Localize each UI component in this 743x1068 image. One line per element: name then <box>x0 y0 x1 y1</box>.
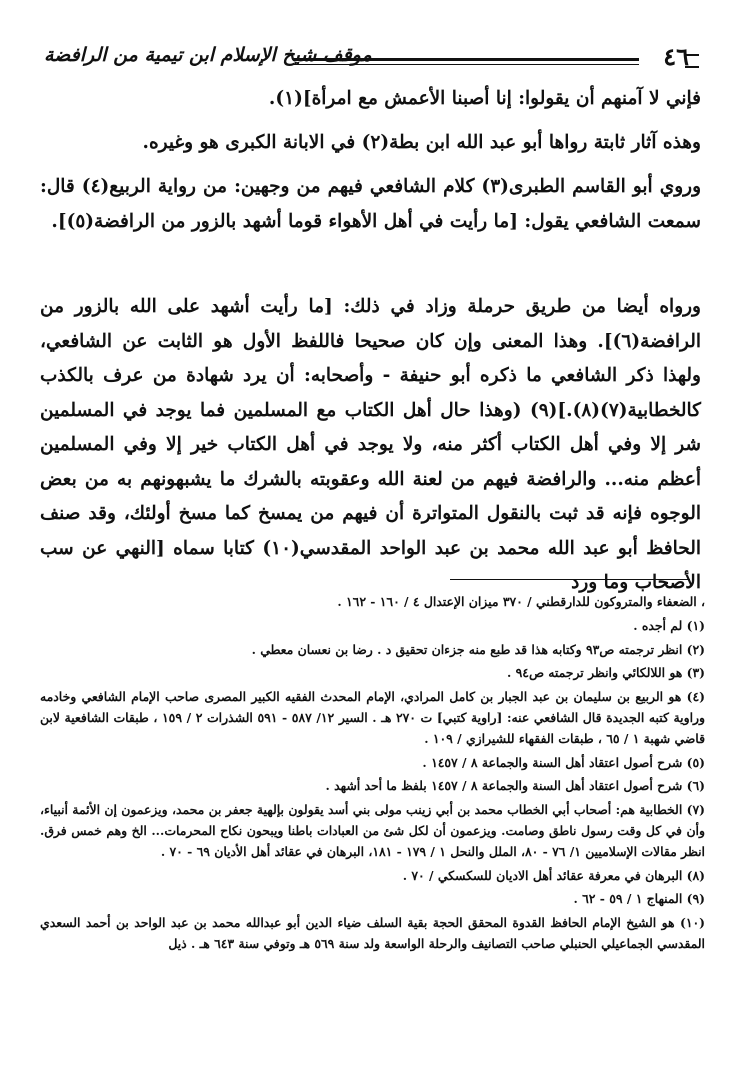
paragraph-4: ورواه أيضا من طريق حرملة وزاد في ذلك: [ما رأيت أشهد على الله بالزور من الرافضة(٦)]. وهذا المعنى وإن كان صحيحا فاللفظ الأول هو الثابت عن الشافعي، ولهذا ذكر الشافعي ما ذكره أبو حنيفة - وأصحابه: أن يرد شهادة من عرف بالكذب كالخطابية(٧)(٨).](٩) (وهذا حال أهل الكتاب مع المسلمين فما يوجد في المسلمين شر إلا وفي أهل الكتاب أكثر منه، ولا يوجد في أهل الكتاب خير إلا وفي المسلمين أعظم منه... والرافضة فيهم من لعنة الله وعقوبته بالشرك ما يشبهونهم به من بعض الوجوه فإنه قد ثبت بالنقول المتواترة أن فيهم من يمسخ كما مسخ أولئك، وقد صنف الحافظ أبو عبد الله محمد بن عبد الواحد المقدسي(١٠) كتابا سماه [النهي عن سب الأصحاب وما ورد <box>40 296 701 593</box>
footnote-1: (١) لم أجده . <box>633 617 705 633</box>
footnote-9: (٩) المنهاج ١ / ٥٩ - ٦٢ . <box>573 891 705 907</box>
footnote-3: (٣) هو اللالكائي وانظر ترجمته ص٩٤ . <box>507 665 705 681</box>
footnote-5: (٥) شرح أصول اعتقاد أهل السنة والجماعة ٨ / ١٤٥٧ . <box>422 754 705 770</box>
footnote-6: (٦) شرح أصول اعتقاد أهل السنة والجماعة ٨ / ١٤٥٧ بلفظ ما أحد أشهد . <box>325 778 705 794</box>
footnote-10: (١٠) هو الشيخ الإمام الحافظ القدوة المحقق الحجة بقية السلف ضياء الدين أبو عبدالله محمد بن عبد الواحد بن أحمد السعدي المقدسي الجماعيلي الحنبلي صاحب التصانيف والرحلة الواسعة ولد سنة ٥٦٩ هـ وتوفي سنة ٦٤٣ هـ . ذيل <box>40 915 705 951</box>
footnote-carryover: ، الضعفاء والمتروكون للدارقطني / ٣٧٠ ميزان الإعتدال ٤ / ١٦٠ - ١٦٢ . <box>337 594 705 609</box>
paragraph-3: وروي أبو القاسم الطبرى(٣) كلام الشافعي فيهم من وجهين: من رواية الربيع(٤) قال: سمعت الشافعي يقول: [ما رأيت في أهل الأهواء قوما أشهد بالزور من الرافضة(٥)]. <box>40 176 702 232</box>
paragraph-1: فإني لا آمنهم أن يقولوا: إنا أصبنا الأعمش مع امرأة](١). <box>268 88 701 109</box>
footnote-8: (٨) البرهان في معرفة عقائد أهل الاديان للسكسكي / ٧٠ . <box>402 867 705 883</box>
footnotes <box>40 592 705 958</box>
header-ornament <box>685 54 699 68</box>
footnote-2: (٢) انظر ترجمته ص٩٣ وكتابه هذا قد طبع منه جزءان تحقيق د . رضا بن نعسان معطي . <box>251 641 705 657</box>
running-header <box>14 38 729 78</box>
header-title: موقف شيخ الإسلام ابن تيمية من الرافضة <box>44 44 372 66</box>
page-number: ٤٦ <box>663 42 689 71</box>
footnote-4: (٤) هو الربيع بن سليمان بن عبد الجبار بن كامل المرادي، الإمام المحدث الفقيه الكبير المصرى صاحب الإمام الشافعي وخادمه وراوية كتبه الجديدة قال الشافعي عنه: [راوية كتبي] ت ٢٧٠ هـ . السير ١٢/ ٥٨٧ - ٥٩١ الشذرات ٢ / ١٥٩ ، طبقات الشافعية لابن قاضي شهبة ١ / ٦٥ ، طبقات الفقهاء للشيرازي / ١٠٩ . <box>40 689 705 746</box>
footnote-separator <box>450 579 690 580</box>
footnote-7: (٧) الخطابية هم: أصحاب أبي الخطاب محمد بن أبي زينب مولى بني أسد يقولون بإلهية جعفر بن محمد، ويزعمون إن الأئمة أنبياء، وأن في كل وقت رسول ناطق وصامت. ويزعمون أن لكل شئ من العبادات باطنا ويبحون نكاح المحرمات... الخ وهم خمس فرق. انظر مقالات الإسلاميين ١/ ٧٦ - ٨٠، الملل والنحل ١ / ١٧٩ - ١٨١، البرهان في عقائد أهل الأديان ٦٩ - ٧٠ . <box>40 802 705 859</box>
paragraph-2: وهذه آثار ثابتة رواها أبو عبد الله ابن بطة(٢) في الابانة الكبرى هو وغيره. <box>142 132 701 153</box>
